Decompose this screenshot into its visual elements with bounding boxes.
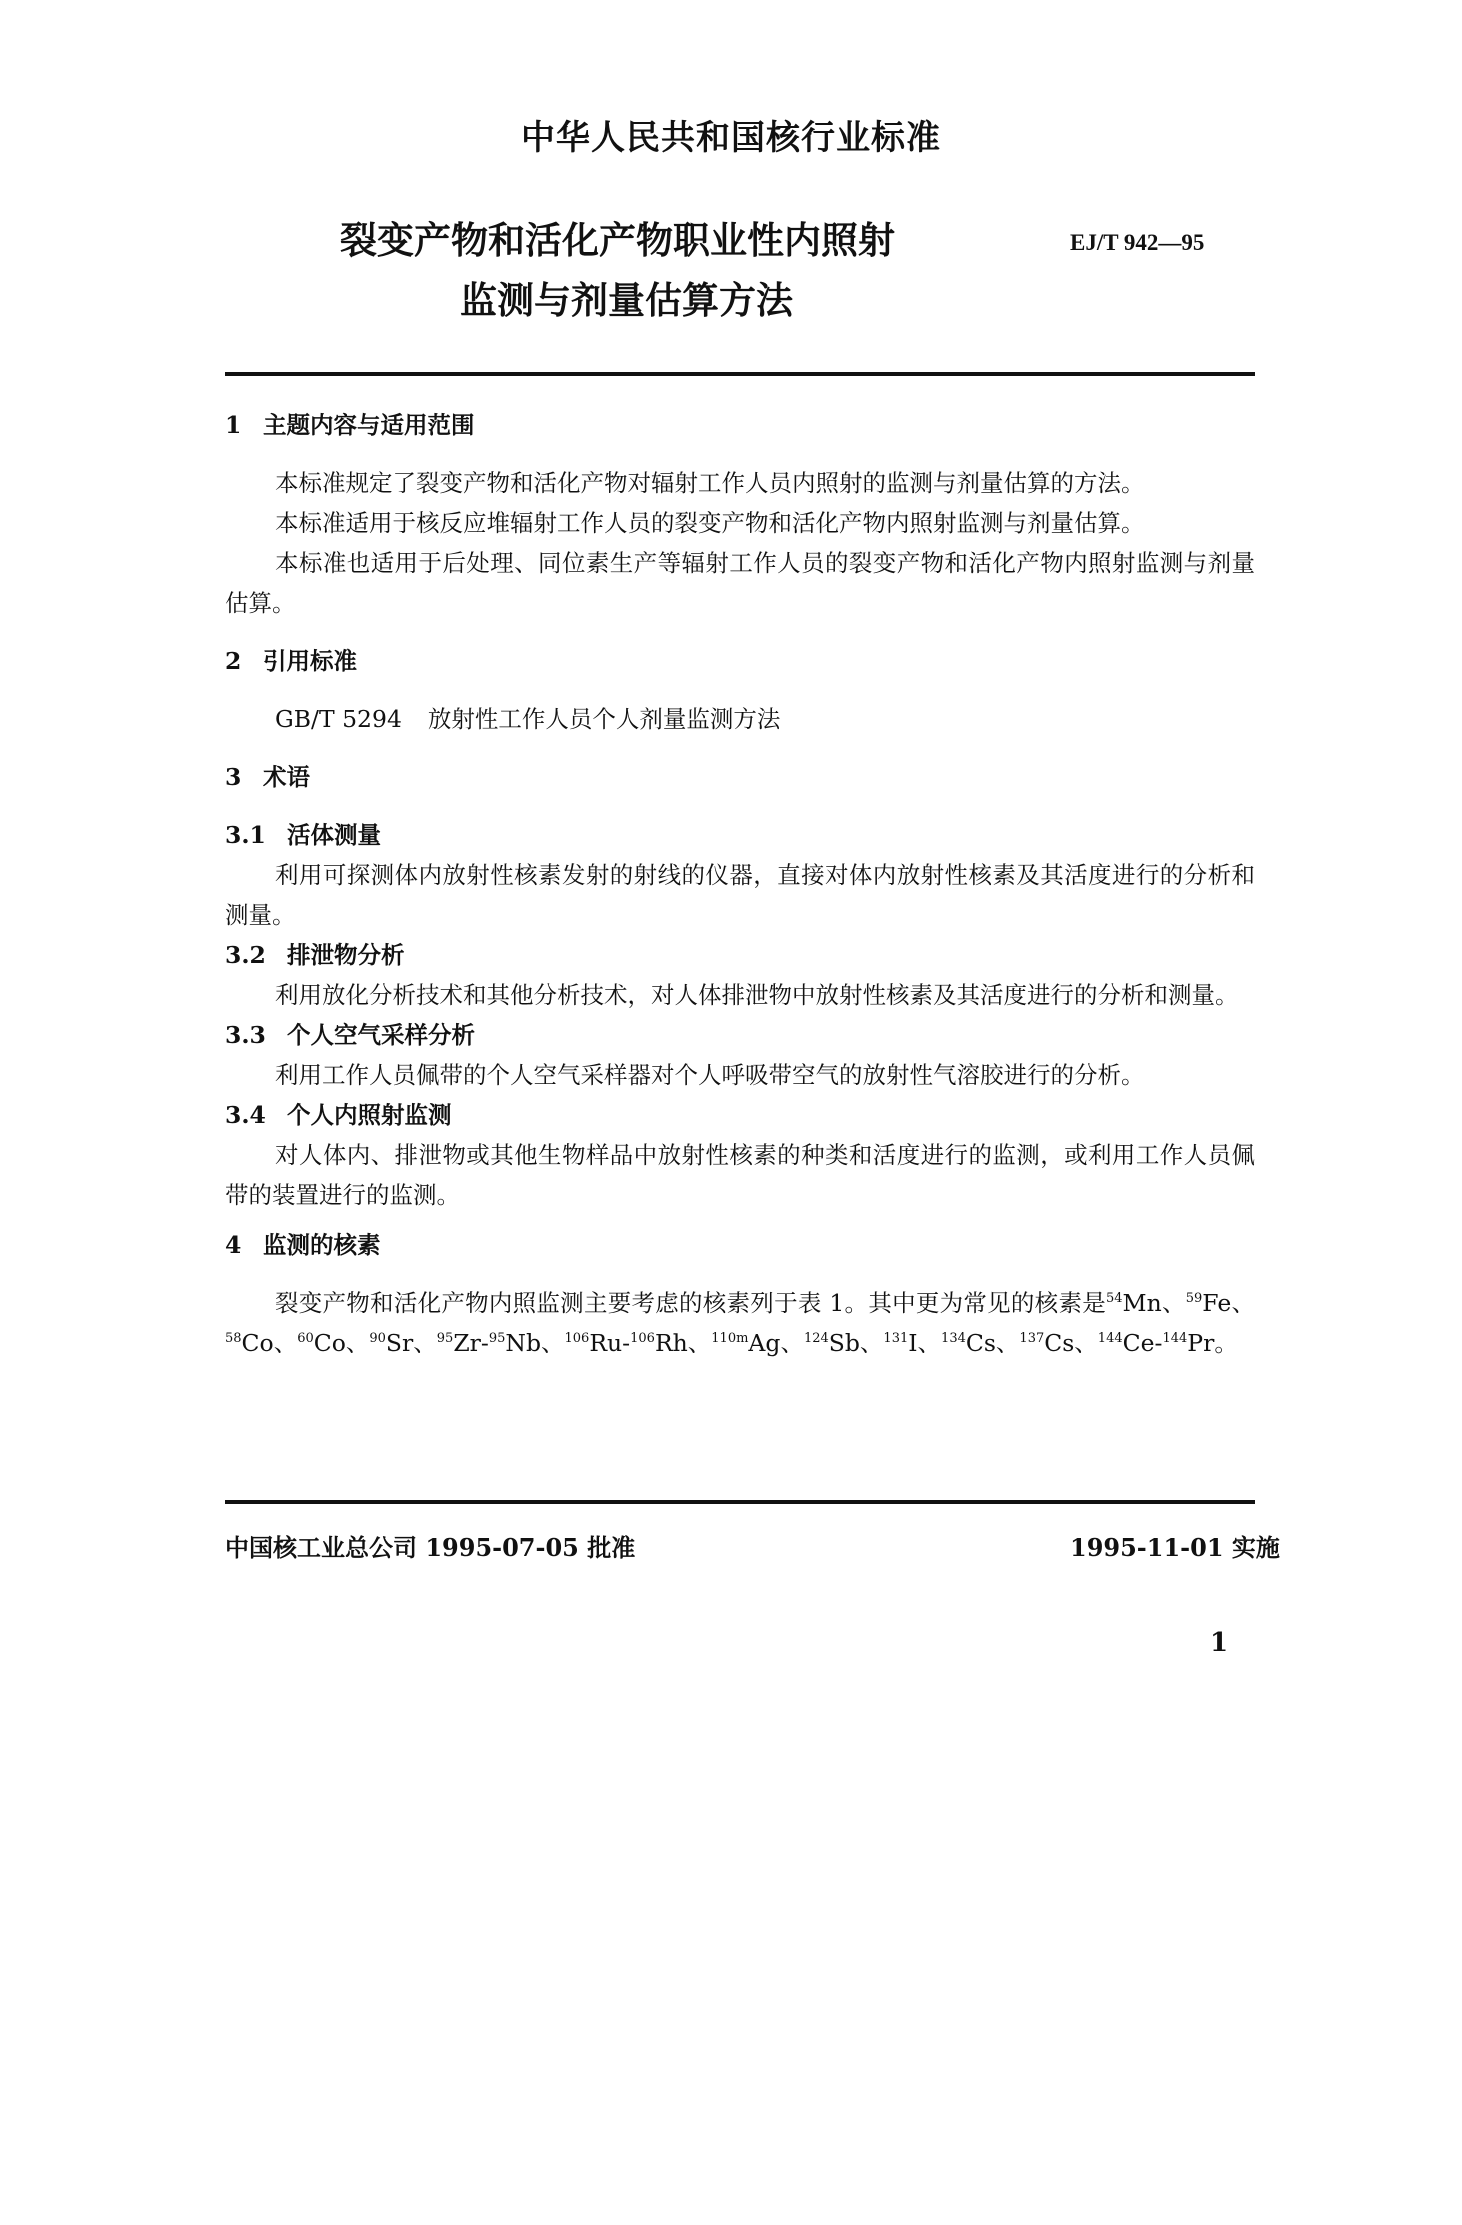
- term-3-3-definition: 利用工作人员佩带的个人空气采样器对个人呼吸带空气的放射性气溶胶进行的分析。: [275, 1061, 1145, 1089]
- nuclide-symbol: Co: [313, 1329, 346, 1357]
- nuclide-separator: 、: [540, 1329, 565, 1357]
- nuclide-separator: 、: [413, 1329, 437, 1357]
- nuclide-separator: -: [1154, 1329, 1163, 1357]
- section-2-number: 2: [225, 647, 242, 675]
- term-3-3-number: 3.3: [225, 1021, 266, 1049]
- document-title: [340, 210, 895, 330]
- nuclide-separator: 、: [780, 1329, 804, 1357]
- section-4-intro: 裂变产物和活化产物内照监测主要考虑的核素列于表 1。其中更为常见的核素是: [275, 1289, 1106, 1317]
- nuclide-separator: 、: [859, 1329, 884, 1357]
- nuclide-symbol: Ru: [589, 1329, 623, 1357]
- term-3-4-title: 个人内照射监测: [287, 1101, 452, 1129]
- referenced-standard-code: GB/T 5294: [275, 705, 402, 733]
- term-3-3-heading: [225, 1015, 1255, 1055]
- nuclide-symbol: Nb: [505, 1329, 541, 1357]
- section-4-heading: [225, 1225, 1255, 1265]
- nuclide-symbol: Pr: [1187, 1329, 1215, 1357]
- nuclide-mass-number: 110m: [711, 1331, 749, 1347]
- nuclide-symbol: Cs: [1044, 1329, 1075, 1357]
- nuclide-separator: 。: [1214, 1329, 1238, 1357]
- term-3-2-title: 排泄物分析: [287, 941, 405, 969]
- nuclide-mass-number: 106: [630, 1331, 655, 1347]
- approval-line: 中国核工业总公司 1995-07-05 批准: [225, 1533, 636, 1562]
- term-3-4-definition: 对人体内、排泄物或其他生物样品中放射性核素的种类和活度进行的监测，或利用工作人员佩带的装置进行的监测。: [225, 1141, 1255, 1209]
- nuclide: [804, 1329, 883, 1357]
- page-number: 1: [1210, 1628, 1229, 1658]
- section-2-title: 引用标准: [263, 647, 357, 675]
- section-4-number: 4: [225, 1231, 242, 1259]
- section-1-heading: [225, 405, 1255, 445]
- nuclide: [489, 1329, 565, 1357]
- nuclide-symbol: Cs: [965, 1329, 996, 1357]
- section-3-heading: [225, 757, 1255, 797]
- nuclide-mass-number: 137: [1019, 1331, 1045, 1347]
- nuclide-symbol: Zr: [453, 1329, 481, 1357]
- top-divider: [225, 372, 1255, 376]
- implementation-date: 1995-11-01 实施: [1070, 1533, 1280, 1562]
- section-2-heading: [225, 641, 1255, 681]
- nuclide-separator: -: [480, 1329, 489, 1357]
- nuclide: [369, 1329, 436, 1357]
- nuclide: [437, 1329, 489, 1357]
- nuclide-separator: 、: [273, 1329, 298, 1357]
- nuclide-mass-number: 106: [564, 1331, 590, 1347]
- nuclide-mass-number: 59: [1185, 1291, 1203, 1307]
- nuclide-symbol: Co: [241, 1329, 274, 1357]
- section-3-number: 3: [225, 763, 242, 791]
- document-body: [225, 405, 1255, 1363]
- nuclide-mass-number: 144: [1162, 1331, 1188, 1347]
- nuclide-separator: 、: [1231, 1289, 1255, 1317]
- nuclide: [630, 1329, 711, 1357]
- title-line-1: 裂变产物和活化产物职业性内照射: [340, 218, 895, 262]
- nuclide-mass-number: 144: [1097, 1331, 1123, 1347]
- nuclide-symbol: Fe: [1202, 1289, 1232, 1317]
- nuclide-mass-number: 54: [1105, 1291, 1123, 1307]
- nuclide: [1162, 1329, 1237, 1357]
- section-1-paragraph-2: 本标准适用于核反应堆辐射工作人员的裂变产物和活化产物内照射监测与剂量估算。: [275, 509, 1145, 537]
- nuclide: [1186, 1289, 1255, 1317]
- term-3-1-heading: [225, 815, 1255, 855]
- term-3-4-number: 3.4: [225, 1101, 266, 1129]
- nuclide-symbol: Rh: [654, 1329, 688, 1357]
- section-1-title: 主题内容与适用范围: [263, 411, 475, 439]
- term-3-1-number: 3.1: [225, 821, 266, 849]
- nuclide: [711, 1329, 804, 1357]
- nuclide-mass-number: 90: [369, 1331, 386, 1347]
- term-3-1-title: 活体测量: [287, 821, 381, 849]
- referenced-standard-name: 放射性工作人员个人剂量监测方法: [427, 705, 781, 733]
- nuclide: [941, 1329, 1019, 1357]
- nuclide-symbol: Mn: [1122, 1289, 1162, 1317]
- nuclide-symbol: Ce: [1122, 1329, 1155, 1357]
- nuclide-mass-number: 95: [436, 1331, 454, 1347]
- term-3-2-number: 3.2: [225, 941, 266, 969]
- nuclide-symbol: Sb: [828, 1329, 860, 1357]
- nuclide-separator: 、: [995, 1329, 1020, 1357]
- nuclide: [564, 1329, 630, 1357]
- section-1-number: 1: [225, 411, 242, 439]
- nuclide: [1098, 1329, 1163, 1357]
- title-line-2: 监测与剂量估算方法: [460, 278, 793, 322]
- nuclide-symbol: Sr: [385, 1329, 414, 1357]
- nuclide: [297, 1329, 369, 1357]
- section-1-paragraph-3: 本标准也适用于后处理、同位素生产等辐射工作人员的裂变产物和活化产物内照射监测与剂量估算。: [225, 549, 1255, 617]
- nuclide-separator: -: [622, 1329, 631, 1357]
- referenced-standard: [225, 699, 1255, 739]
- nuclide: [1019, 1329, 1097, 1357]
- term-3-2-definition: 利用放化分析技术和其他分析技术，对人体排泄物中放射性核素及其活度进行的分析和测量。: [275, 981, 1239, 1009]
- nuclide-mass-number: 60: [297, 1331, 314, 1347]
- nuclide: [225, 1329, 297, 1357]
- nuclide-mass-number: 131: [883, 1331, 909, 1347]
- term-3-2-heading: [225, 935, 1255, 975]
- nuclide-separator: 、: [687, 1329, 712, 1357]
- section-4-title: 监测的核素: [263, 1231, 381, 1259]
- nuclide-symbol: I: [908, 1329, 918, 1357]
- standard-code: EJ/T 942—95: [1070, 230, 1205, 255]
- section-1-paragraph-1: 本标准规定了裂变产物和活化产物对辐射工作人员内照射的监测与剂量估算的方法。: [275, 469, 1145, 497]
- nuclide-mass-number: 95: [488, 1331, 506, 1347]
- bottom-divider: [225, 1500, 1255, 1504]
- nuclide-separator: 、: [917, 1329, 942, 1357]
- term-3-4-heading: [225, 1095, 1255, 1135]
- nuclide-mass-number: 134: [941, 1331, 966, 1347]
- standard-category-header: 中华人民共和国核行业标准: [521, 118, 941, 158]
- nuclide-separator: 、: [1074, 1329, 1098, 1357]
- nuclide: [1106, 1289, 1186, 1317]
- nuclide: [883, 1329, 941, 1357]
- nuclide-separator: 、: [1161, 1289, 1186, 1317]
- section-4-paragraph: [225, 1283, 1255, 1363]
- nuclide-mass-number: 124: [803, 1331, 829, 1347]
- term-3-1-definition: 利用可探测体内放射性核素发射的射线的仪器，直接对体内放射性核素及其活度进行的分析和测量。: [225, 861, 1255, 929]
- section-3-title: 术语: [263, 763, 310, 791]
- term-3-3-title: 个人空气采样分析: [287, 1021, 475, 1049]
- nuclide-separator: 、: [345, 1329, 370, 1357]
- nuclide-symbol: Ag: [748, 1329, 781, 1357]
- nuclide-mass-number: 58: [225, 1331, 242, 1347]
